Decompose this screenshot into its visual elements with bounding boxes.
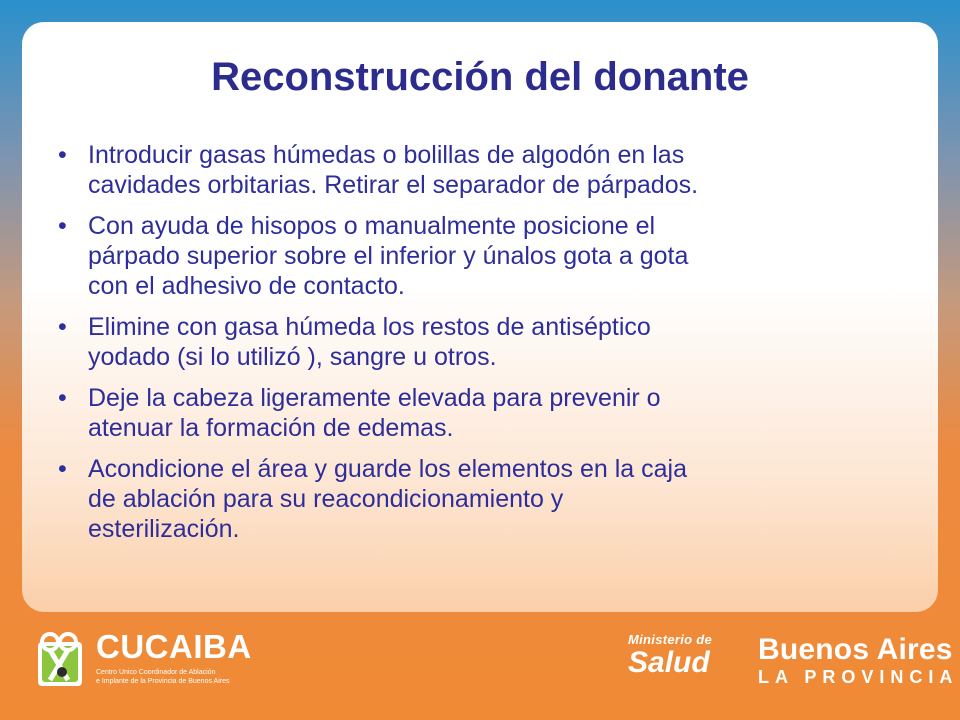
cucaiba-subtitle xyxy=(96,668,266,686)
bullet-text-line: esterilización. xyxy=(88,515,240,543)
bullet-icon: • xyxy=(58,455,67,483)
bullet-text-line: Acondicione el área y guarde los elementos en la caja xyxy=(88,455,687,483)
bullet-icon: • xyxy=(58,313,67,341)
cucaiba-logo-icon xyxy=(36,632,88,693)
bullet-text-line: de ablación para su reacondicionamiento y xyxy=(88,485,564,513)
bullet-text-line: Introducir gasas húmedas o bolillas de algodón en las xyxy=(88,141,685,169)
bullet-text-line: Deje la cabeza ligeramente elevada para prevenir o xyxy=(88,384,661,412)
provincia-logo xyxy=(758,634,958,688)
ministerio-label: Ministerio de xyxy=(628,632,713,647)
bullet-icon: • xyxy=(58,212,67,240)
list-item xyxy=(50,454,870,544)
bullet-text-line: con el adhesivo de contacto. xyxy=(88,272,405,300)
buenos-aires-label: Buenos Aires xyxy=(758,633,953,666)
bullet-list xyxy=(50,140,870,555)
list-item xyxy=(50,211,870,301)
bullet-text-line: yodado (si lo utilizó ), sangre u otros. xyxy=(88,343,497,371)
cucaiba-subtitle-line: e Implante de la Provincia de Buenos Aires xyxy=(96,678,230,685)
salud-label: Salud xyxy=(628,646,710,679)
list-item xyxy=(50,140,870,200)
list-item xyxy=(50,383,870,443)
bullet-text-line: Con ayuda de hisopos o manualmente posicione el xyxy=(88,212,656,240)
list-item xyxy=(50,312,870,372)
bullet-text-line: atenuar la formación de edemas. xyxy=(88,414,454,442)
slide-title: Reconstrucción del donante xyxy=(211,55,749,99)
cucaiba-name: CUCAIBA xyxy=(96,628,252,665)
ministerio-logo xyxy=(628,632,712,679)
bullet-text-line: Elimine con gasa húmeda los restos de antiséptico xyxy=(88,313,651,341)
cucaiba-subtitle-line: Centro Unico Coordinador de Ablación xyxy=(96,669,216,676)
la-provincia-label: LA PROVINCIA xyxy=(758,667,959,687)
bullet-text-line: cavidades orbitarias. Retirar el separador de párpados. xyxy=(88,171,699,199)
bullet-icon: • xyxy=(58,384,67,412)
bullet-icon: • xyxy=(58,141,67,169)
bullet-text-line: párpado superior sobre el inferior y únalos gota a gota xyxy=(88,242,689,270)
footer xyxy=(0,612,960,720)
